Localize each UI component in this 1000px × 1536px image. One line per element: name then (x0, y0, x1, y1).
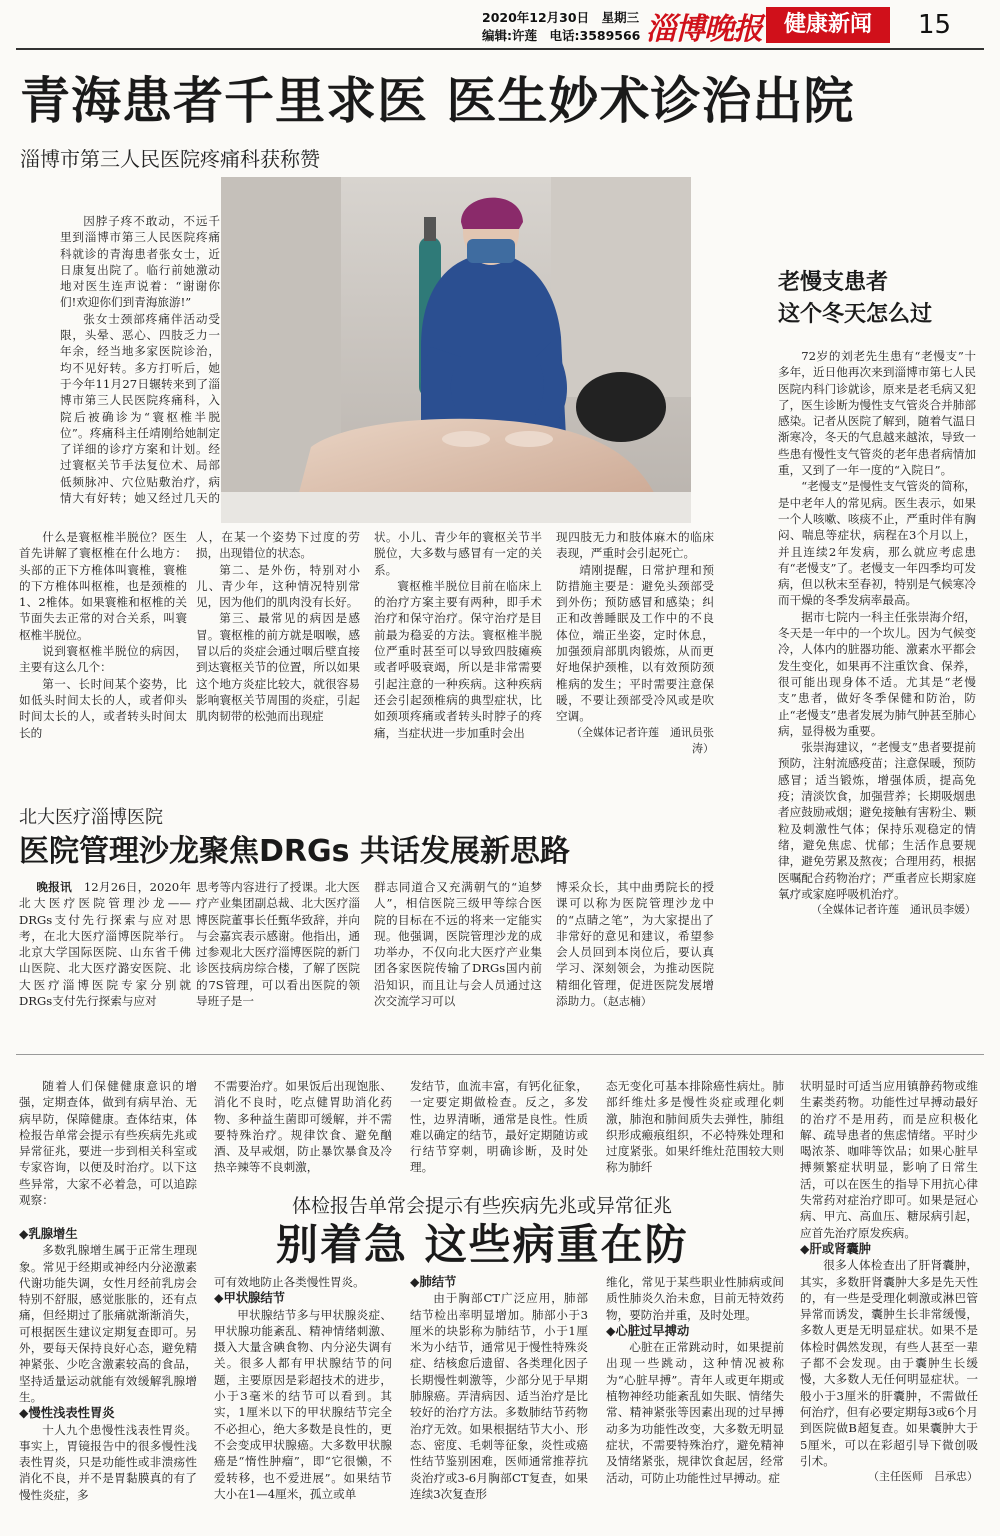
article1-col4-p1: 现四肢无力和肢体麻木的临床表现，严重时会引起死亡。 (556, 530, 714, 561)
article1-col2 (196, 529, 360, 765)
article4-heading-gastritis: ◆慢性浅表性胃炎 (19, 1406, 115, 1421)
article4-gastritis-text: 十人九个患慢性浅表性胃炎。事实上，胃镜报告中的很多慢性浅表性胃炎，只是功能性或非溃疡性消化不良，并不是胃黏膜真的有了慢性炎症，多 (19, 1422, 197, 1502)
article1-photo (221, 177, 691, 523)
article4-intro: 随着人们保健健康意识的增强，定期查体，做到有病早治、无病早防，保障健康。查体结束，体检报告单常会提示有些疾病先兆或异常征兆，要进一步到相关科室或专家咨询，以便及时治疗。以下这些异常，大家不必着急，可以追踪观察： (19, 1079, 197, 1208)
article4-col5-top-text: 状明显时可适当应用镇静药物或维生素类药物。功能性过早搏动最好的治疗不是用药，而是应积极化解、疏导患者的焦虑情绪。平时少喝浓茶、咖啡等饮品；如果心脏早搏频繁症状明显，影响了日常生活，可以在医生的指导下用抗心律失常药对症治疗即可。如果是冠心病、甲亢、高血压、糖尿病引起，应首先治疗原发疾病。 (800, 1079, 978, 1240)
article3-col4 (556, 879, 714, 1029)
article4-col1-bottom (19, 1226, 197, 1534)
article3-col1-text: 12月26日，2020年北大医疗医院管理沙龙——DRGs支付先行探索与应对思考，在北大医疗淄博医院举行。北京大学国际医院、山东省千佛山医院、北大医疗潞安医院、北大医疗淄博医院专家分别就DRGs支付先行探索与应对 (19, 880, 191, 1009)
article4-col4-top-text: 态无变化可基本排除癌性病灶。肺部纤维灶多是慢性炎症或理化刺激，肺泡和肺间质失去弹性，肺组织形成瘢痕组织，不必特殊处理和过度紧张。如果纤维灶范围较大则称为肺纤 (606, 1079, 784, 1175)
article4-col2-top (214, 1078, 392, 1188)
article4-heart-text: 心脏在正常跳动时，如果提前出现一些跳动，这种情况被称为“心脏早搏”。青年人或更年期或植物神经功能紊乱如失眠、情绪失常、精神紧张等因素出现的过早搏动多为功能性改变，大多数无明显症状，不需要特殊治疗，避免精神及情绪紧张，规律饮食起居，经常活动，可防止功能性过早搏动。症 (606, 1340, 784, 1485)
article4-heading-cyst: ◆肝或肾囊肿 (800, 1241, 871, 1256)
article1-col1-p2: 说到寰枢椎半脱位的病因，主要有这么几个： (19, 644, 187, 675)
article3-col2 (196, 879, 360, 1029)
article4-col2-bottom-text: 可有效地防止各类慢性胃炎。 (214, 1275, 365, 1289)
article2-title-line2: 这个冬天怎么过 (778, 302, 933, 327)
article1-col4-p2: 靖刚提醒，日常护理和预防措施主要是：避免头颈部受到外伤；预防感冒和感染；纠正和改善睡眠及工作中的不良体位，端正坐姿，定时休息，加强颈肩部肌肉锻炼，从而更好地保护颈椎，以有效预防颈椎病的发生；平时需要注意保暖，不要让颈部受冷风或是吹空调。 (556, 562, 714, 724)
article1-col2-p3: 第三、最常见的病因是感冒。寰枢椎的前方就是咽喉，感冒以后的炎症会通过咽后壁直接到达寰枢关节的位置，所以如果这个地方炎症比较大，就很容易影响寰枢关节周围的炎症，引起肌肉韧带的松弛而出现症 (196, 611, 360, 724)
article4-col1-top (19, 1078, 197, 1218)
article4-col3-bottom (410, 1274, 588, 1534)
article1-col1-p1: 什么是寰枢椎半脱位？医生首先讲解了寰枢椎在什么地方：头部的正下方椎体叫寰椎，寰椎的下方椎体叫枢椎，也是颈椎的1、2椎体。如果寰椎和枢椎的关节面失去正常的对合关系，叫寰枢椎半脱位。 (19, 530, 187, 642)
article4-lung-text: 由于胸部CT广泛应用，肺部结节检出率明显增加。肺部小于3厘米的块影称为肺结节，小于1厘米为小结节，通常见于慢性特殊炎症、结核愈后遗留、各类理化因子长期慢性刺激等，少部分见于早期肺腺癌。弄清病因、适当治疗是比较好的治疗方法。多数肺结节药物治疗无效。如果根据结节大小、形态、密度、毛刺等征象，炎性或癌性结节鉴别困难，医师通常推荐抗炎治疗或3-6月胸部CT复查，如果连续3次复查形 (410, 1291, 588, 1501)
article4-heading-breast: ◆乳腺增生 (19, 1227, 78, 1241)
article3-credit: （赵志楠） (602, 995, 652, 1009)
article2-p3: 据市七院内一科主任张崇海介绍，冬天是一年中的一个坎儿。因为气候变冷，人体内的脏器功能、激素水平都会发生变化，如果再不注重饮食、保养，很可能出现身体不适。尤其是“老慢支”患者，做好冬季保健和防治，防止“老慢支”患者发展为肺气肿甚至肺心病，显得极为重要。 (778, 609, 976, 738)
article4-heading-heart: ◆心脏过早搏动 (606, 1323, 690, 1338)
article4-credit: （主任医师 吕承忠） (868, 1470, 978, 1484)
article3-lead: 晚报讯 (36, 880, 73, 894)
article2-p2: “老慢支”是慢性支气管炎的简称，是中老年人的常见病。医生表示，如果一个人咳嗽、咳痰不止，严重时伴有胸闷、喘息等症状，病程在3个月以上，并且连续2年发病，那么就应考虑患有“老慢支”了。老慢支一年四季均可发病，但以秋末至春初，特别是气候寒冷而干燥的冬季发病率最高。 (778, 479, 976, 608)
article1-col1-p3: 第一、长时间某个姿势，比如低头时间太长的人，或者仰头时间太长的人，或者转头时间太长的 (19, 676, 187, 740)
article4-col2-bottom (214, 1274, 392, 1534)
article3-kicker: 北大医疗淄博医院 (19, 807, 163, 828)
article4-heading-thyroid: ◆甲状腺结节 (214, 1291, 285, 1306)
article1-col1 (19, 529, 187, 765)
article1-subtitle: 淄博市第三人民医院疼痛科获称赞 (20, 147, 320, 171)
article2-p4: 张崇海建议，“老慢支”患者要提前预防，注射流感疫苗；注意保暖，预防感冒；适当锻炼，增强体质，提高免疫；清淡饮食，加强营养；长期吸烟患者应鼓励戒烟；避免接触有害粉尘、颗粒及刺激性气体；保持乐观稳定的情绪，避免焦虑、忧郁；生活作息要规律，避免劳累及熬夜；合理用药，根据医嘱配合药物治疗；严重者应长期家庭氧疗或家庭呼吸机治疗。 (778, 740, 976, 901)
article1-intro-p1: 因脖子疼不敢动，不远千里到淄博市第三人民医院疼痛科就诊的青海患者张女士，近日康复出院了。临行前她激动地对医生连声说着：“谢谢你们!欢迎你们到青海旅游!” (60, 214, 220, 310)
section-label: 健康新闻 (766, 7, 890, 43)
article3-col3-text: 群志同道合又充满朝气的“追梦人”，相信医院三级甲等综合医院的目标在不远的将来一定能实现。他强调，医院管理沙龙的成功举办，不仅向北大医疗产业集团各家医院传输了DRGs国内前沿知识，而且让与会人员通过这次交流学习可以 (374, 880, 542, 1009)
editor-contact: 编辑:许莲 电话:3589566 (482, 28, 641, 43)
article1-credit: （全媒体记者许莲 通讯员张涛） (571, 725, 714, 755)
page-number: 15 (918, 10, 952, 40)
article1-col2-p2: 第二、是外伤，特别对小儿、青少年，这种情况特别常见，因为他们的肌肉没有长好。 (196, 562, 360, 610)
article1-col3-p1: 状。小儿、青少年的寰枢关节半脱位，大多数与感冒有一定的关系。 (374, 530, 542, 577)
article1-title: 青海患者千里求医 医生妙术诊治出院 (20, 72, 855, 130)
article4-heading-lung: ◆肺结节 (410, 1275, 457, 1289)
article1-col3 (374, 529, 542, 765)
article3-col1 (19, 879, 191, 1029)
article2-credit: （全媒体记者许莲 通讯员李媛） (811, 903, 976, 917)
article4-col5 (800, 1078, 978, 1534)
article4-col2-top-text: 不需要治疗。如果饭后出现饱胀、消化不良时，吃点健胃助消化药物、多种益生菌即可缓解，并不需要特殊治疗。规律饮食、避免酗酒、及早戒烟，防止暴饮暴食及冷热辛辣等不良刺激， (214, 1079, 392, 1175)
issue-date: 2020年12月30日 星期三 (482, 10, 640, 25)
photo-doctor-treating-patient-icon (221, 177, 691, 523)
article3-col4-text: 博采众长，其中曲勇院长的授课可以称为医院管理沙龙中的“点睛之笔”，为大家提出了非常好的意见和建议，希望参会人员回到本岗位后，要认真学习、深刻领会，为推动医院精细化管理，促进医院发展增添助力。 (556, 880, 714, 1009)
newspaper-logo: 淄博晚报 (646, 12, 762, 47)
article3-col2-text: 思考等内容进行了授课。北大医疗产业集团副总裁、北大医疗淄博医院董事长任甄华致辞，并向与会嘉宾表示感谢。他指出，通过参观北大医疗淄博医院的新门诊医技病房综合楼，了解了医院的7S管理，可以看出医院的领导班子是一 (196, 880, 360, 1009)
article1-intro (60, 213, 220, 505)
article3-title: 医院管理沙龙聚焦DRGs 共话发展新思路 (19, 834, 570, 869)
article1-col4 (556, 529, 714, 765)
article2-p1: 72岁的刘老先生患有“老慢支”十多年，近日他再次来到淄博市第七人民医院内科门诊就诊，原来是老毛病又犯了，医生诊断为慢性支气管炎合并肺部感染。记者从医院了解到，随着气温日渐寒冷，冬天的气息越来越浓，导致一些患有慢性支气管炎的老年患者病情加重，又到了一年一度的“入院日”。 (778, 349, 976, 478)
article4-col3-top-text: 发结节，血流丰富，有钙化征象，一定要定期做检查。反之，多发性，边界清晰，通常是良性。性质难以确定的结节，最好定期随访或行结节穿刺，明确诊断，及时处理。 (410, 1079, 588, 1175)
article4-col4-mid-text: 维化，常见于某些职业性肺病或间质性肺炎久治未愈，目前无特效药物，要防治并重，及时处理。 (606, 1275, 784, 1322)
article4-thyroid-text: 甲状腺结节多与甲状腺炎症、甲状腺功能紊乱、精神情绪刺激、摄入大量含碘食物、内分泌失调有关。很多人都有甲状腺结节的问题，主要原因是彩超技术的进步，小于3毫米的结节可以看到。其实，1厘米以下的甲状腺结节完全不必担心，绝大多数是良性的，更不会变成甲状腺癌。大多数甲状腺癌是“惰性肿瘤”，即“它很懒，不爱转移，也不爱进展”。如果结节大小在1—4厘米，孤立或单 (214, 1307, 392, 1501)
article4-title: 别着急 这些病重在防 (276, 1220, 689, 1269)
article4-col4-bottom (606, 1274, 784, 1534)
article4-col3-top (410, 1078, 588, 1188)
article3-col3 (374, 879, 542, 1029)
article1-intro-p2: 张女士颈部疼痛伴活动受限，头晕、恶心、四肢乏力一年余，经当地多家医院诊治，均不见好转。多方打听后，她于今年11月27日辗转来到了淄博市第三人民医院疼痛科，入院后被确诊为“寰枢椎半脱位”。疼痛科主任靖刚给她制定了详细的诊疗方案和计划。经过寰枢关节手法复位术、局部低频脉冲、穴位贴敷治疗，病情大有好转；她又经过几天的 (60, 311, 220, 505)
article1-col3-p2: 寰枢椎半脱位目前在临床上的治疗方案主要有两种，即手术治疗和保守治疗。保守治疗是目前最为稳妥的方法。寰枢椎半脱位严重时甚至可以导致四肢瘫痪或者呼吸衰竭，所以是非常需要引起注意的一种疾病。这种疾病还会引起颈椎病的典型症状，比如颈项疼痛或者转头时脖子的疼痛，当症状进一步加重时会出 (374, 578, 542, 740)
article4-kicker: 体检报告单常会提示有些疾病先兆或异常征兆 (292, 1195, 673, 1217)
article1-col2-p1: 人，在某一个姿势下过度的劳损，出现错位的状态。 (196, 530, 360, 561)
article4-cyst-text: 很多人体检查出了肝肾囊肿，其实，多数肝肾囊肿大多是先天性的，有一些是受理化刺激或淋巴管异常而诱发，囊肿生长非常缓慢，多数人更是无明显症状。如果不是体检时偶然发现，有些人甚至一辈子都不会发现。由于囊肿生长缓慢，大多数人无任何明显症状。一般小于3厘米的肝囊肿，不需做任何治疗，但有必要定期每3或6个月到医院做B超复查。如果囊肿大于5厘米，可以在彩超引导下微创吸引术。 (800, 1258, 978, 1468)
article4-breast-text: 多数乳腺增生属于正常生理现象。常见于经期或神经内分泌激素代谢功能失调，女性月经前乳房会特别不舒服，感觉胀胀的，还有点痛，但经期过了胀痛就渐渐消失，可根据医生建议定期复查即可。另外，要每天保持良好心态，避免精神紧张、少吃含激素较高的食品，坚持适量运动就能有效缓解乳腺增生。 (19, 1243, 197, 1404)
article2-body (778, 348, 976, 1026)
article2-title-line1: 老慢支患者 (778, 270, 889, 295)
article4-col4-top (606, 1078, 784, 1188)
